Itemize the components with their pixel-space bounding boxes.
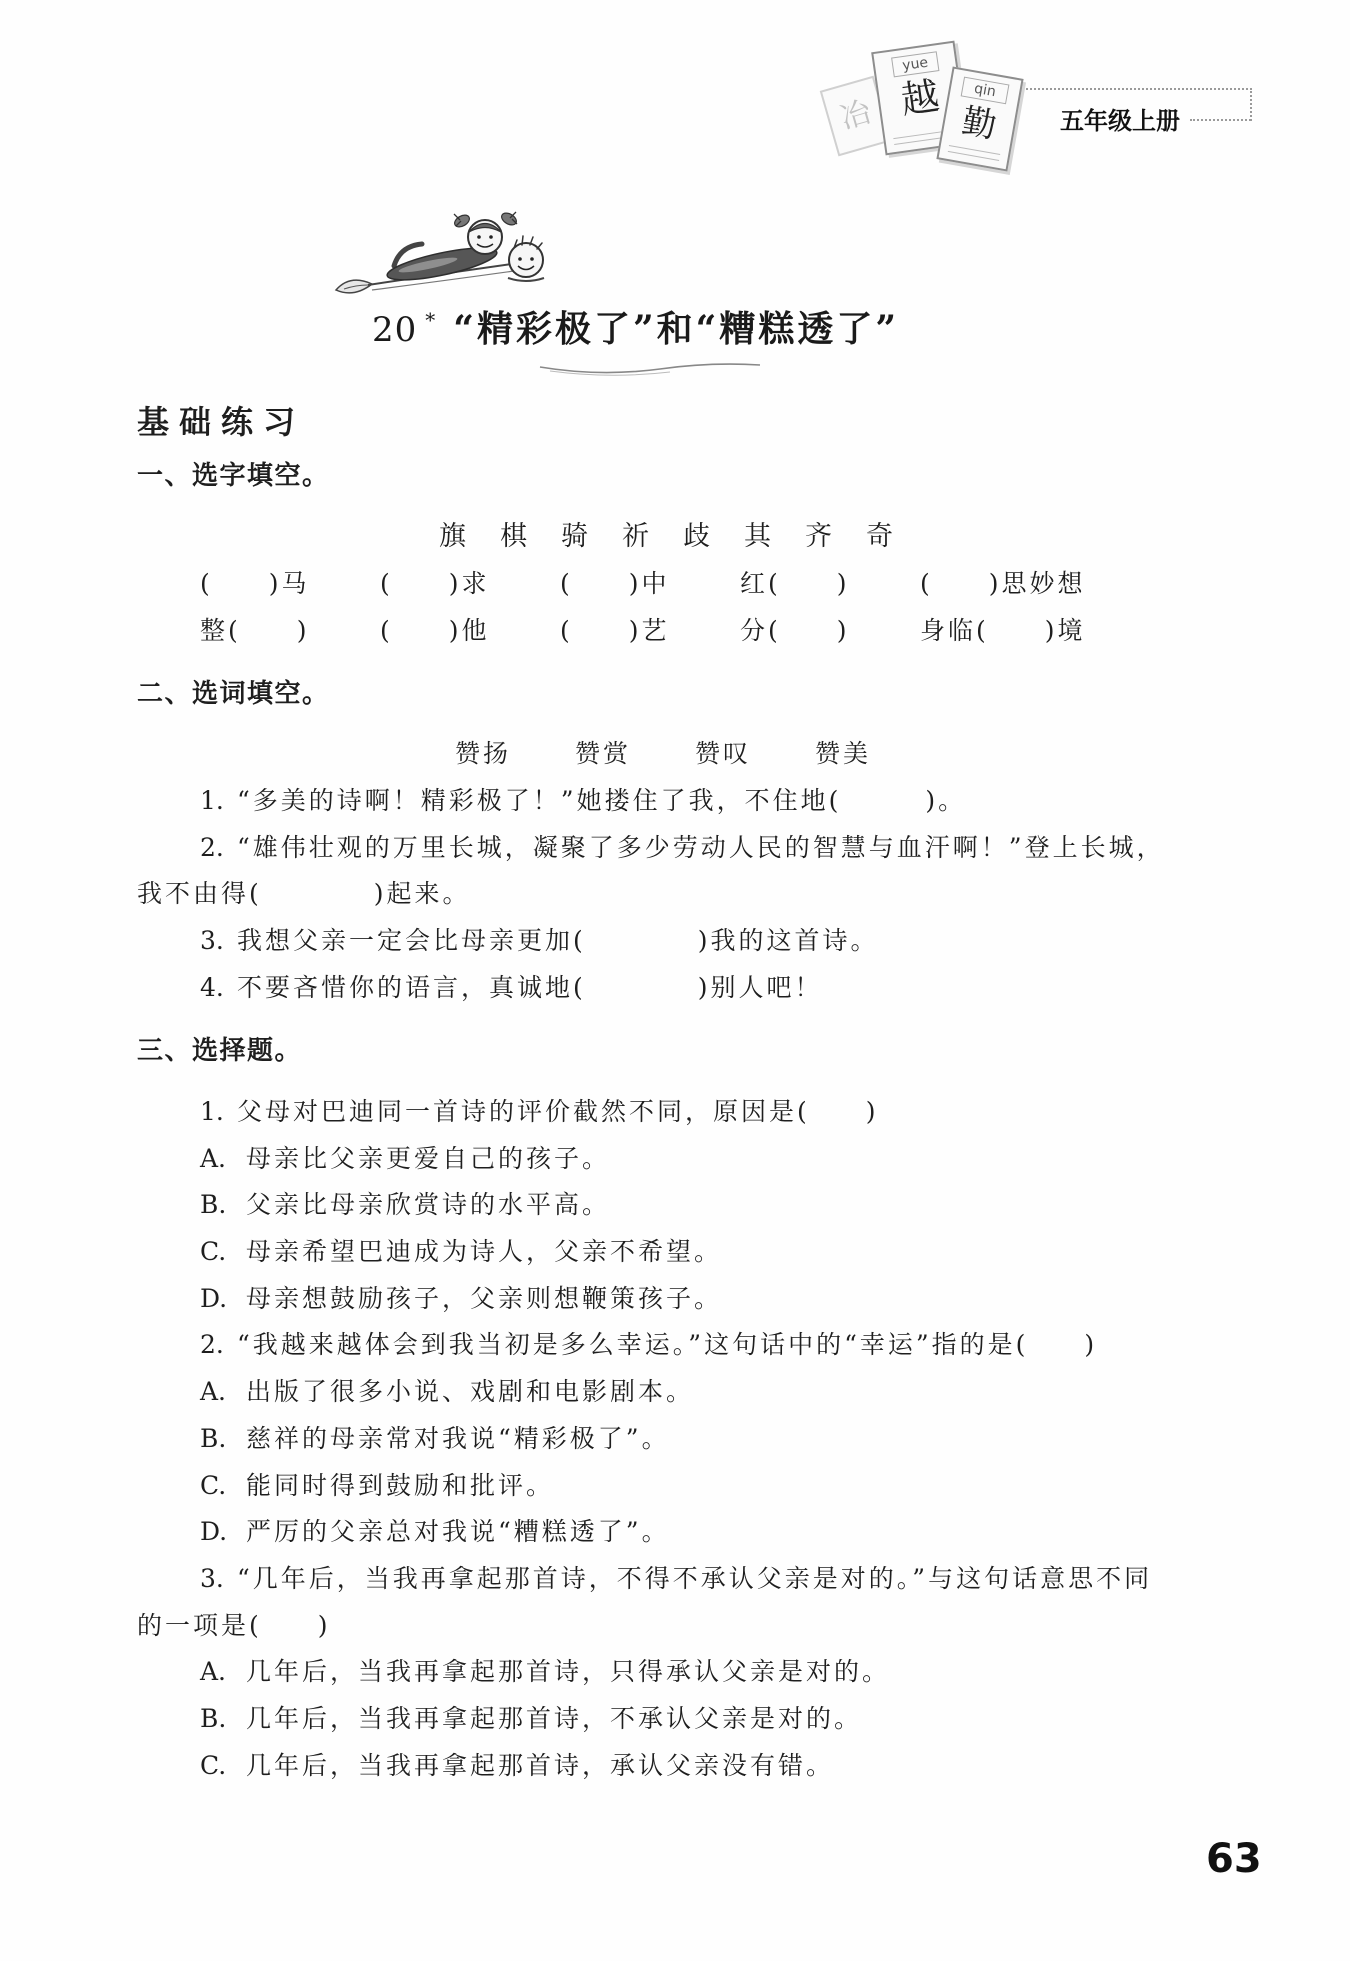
option-label: C. <box>200 1470 227 1500</box>
option-text: 几年后，当我再拿起那首诗，承认父亲没有错。 <box>246 1750 835 1780</box>
fill-in-blank-item: ( )他 <box>380 616 490 645</box>
fill-in-blank-item: 身临( )境 <box>920 616 1086 645</box>
item-text: 不要吝惜你的语言，真诚地( )别人吧！ <box>237 972 823 1002</box>
item-number: 1. <box>200 786 224 815</box>
option-label: B. <box>200 1703 227 1733</box>
fill-in-blank-item: ( )求 <box>380 569 490 598</box>
page-number: 63 <box>1206 1836 1262 1882</box>
question-text: “我越来越体会到我当初是多么幸运。”这句话中的“幸运”指的是( ) <box>237 1330 1098 1360</box>
fill-in-blank-item: 红( ) <box>740 569 850 598</box>
lesson-number: 20 <box>372 310 418 350</box>
word-choice: 赞赏 <box>574 739 631 768</box>
series-card-char: 越 <box>898 73 942 123</box>
option-label: A. <box>200 1377 227 1407</box>
item-text: 我不由得( )起来。 <box>137 879 471 909</box>
option-text: 几年后，当我再拿起那首诗，不承认父亲是对的。 <box>246 1703 863 1733</box>
question-stem <box>137 1556 1227 1603</box>
character-choice: 棋 <box>500 521 527 552</box>
word-fill-items <box>137 778 1227 1011</box>
character-choice: 齐 <box>805 521 832 552</box>
option-text: 出版了很多小说、戏剧和电影剧本。 <box>246 1377 695 1407</box>
series-card-3 <box>936 66 1023 171</box>
option-text: 母亲希望巴迪成为诗人，父亲不希望。 <box>246 1237 723 1267</box>
word-choice: 赞叹 <box>694 739 751 768</box>
character-choice: 其 <box>744 521 771 552</box>
fill-in-row-1 <box>200 560 1100 607</box>
section-heading: 基础练习 <box>137 403 306 441</box>
fill-in-blank-item: 分( ) <box>740 616 850 645</box>
question-number: 1. <box>200 1097 224 1126</box>
grade-label: 五年级上册 <box>1060 107 1180 135</box>
answer-option <box>137 1463 1227 1510</box>
answer-option <box>137 1276 1227 1323</box>
list-item <box>137 965 1227 1012</box>
question-text: 父母对巴迪同一首诗的评价截然不同，原因是( ) <box>237 1097 879 1126</box>
option-label: A. <box>200 1657 227 1687</box>
list-item <box>137 918 1227 965</box>
fill-in-blank-item: 整( ) <box>200 616 310 645</box>
list-item <box>137 825 1227 872</box>
option-text: 几年后，当我再拿起那首诗，只得承认父亲是对的。 <box>246 1657 891 1687</box>
item-text: “雄伟壮观的万里长城，凝聚了多少劳动人民的智慧与血汗啊！”登上长城， <box>237 832 1165 862</box>
option-label: C. <box>200 1237 227 1267</box>
option-text: 能同时得到鼓励和批评。 <box>246 1470 555 1500</box>
answer-option <box>137 1136 1227 1183</box>
question-number: 2. <box>200 1330 224 1360</box>
series-card-pinyin: qin <box>961 77 1010 105</box>
option-text: 母亲比父亲更爱自己的孩子。 <box>246 1143 611 1173</box>
title-underline-flourish <box>520 345 780 385</box>
answer-option <box>137 1229 1227 1276</box>
character-choice: 旗 <box>439 521 466 552</box>
multiple-choice-questions <box>137 1089 1227 1789</box>
character-choice: 歧 <box>683 521 710 552</box>
answer-option <box>137 1696 1227 1743</box>
question-number: 3. <box>200 1563 224 1593</box>
title-illustration <box>330 190 750 310</box>
character-choice: 骑 <box>561 521 588 552</box>
fill-in-row-2 <box>200 607 1100 654</box>
list-item-continuation <box>137 871 1227 918</box>
header-dotted-rule <box>1190 119 1251 121</box>
answer-option <box>137 1743 1227 1790</box>
series-card-pinyin: yue <box>891 51 939 77</box>
answer-option <box>137 1509 1227 1556</box>
fill-in-blank-item: ( )中 <box>560 569 670 598</box>
item-number: 2. <box>200 832 224 862</box>
optional-lesson-mark: * <box>425 308 436 332</box>
list-item <box>137 778 1227 825</box>
fill-in-blank-item: ( )思妙想 <box>920 569 1086 598</box>
item-number: 3. <box>200 926 224 956</box>
item-text: 我想父亲一定会比母亲更加( )我的这首诗。 <box>237 926 879 956</box>
item-text: “多美的诗啊！精彩极了！”她搂住了我，不住地( )。 <box>237 786 967 815</box>
series-card-char: 冶 <box>836 94 876 137</box>
character-choice: 祈 <box>622 521 649 552</box>
series-card-char: 勤 <box>958 101 1000 147</box>
question-text: “几年后，当我再拿起那首诗，不得不承认父亲是对的。”与这句话意思不同 <box>237 1563 1153 1593</box>
answer-option <box>137 1416 1227 1463</box>
answer-option <box>137 1369 1227 1416</box>
option-label: D. <box>200 1517 228 1547</box>
answer-option <box>137 1649 1227 1696</box>
option-label: C. <box>200 1750 227 1780</box>
question-stem <box>137 1089 1227 1136</box>
part3-heading: 三、选择题。 <box>137 1036 303 1066</box>
option-text: 父亲比母亲欣赏诗的水平高。 <box>246 1190 611 1220</box>
option-label: A. <box>200 1143 227 1173</box>
part2-heading: 二、选词填空。 <box>137 679 330 709</box>
word-choices <box>423 738 903 770</box>
part1-heading: 一、选字填空。 <box>137 461 330 491</box>
lesson-title-text: “精彩极了”和“糟糕透了” <box>453 308 900 350</box>
word-choice: 赞美 <box>814 739 871 768</box>
character-choices <box>422 521 910 553</box>
fill-in-blank-item: ( )马 <box>200 569 310 598</box>
fill-in-blank-item: ( )艺 <box>560 616 670 645</box>
character-choice: 奇 <box>866 521 893 552</box>
option-text: 慈祥的母亲常对我说“精彩极了”。 <box>246 1423 670 1453</box>
option-label: D. <box>200 1283 228 1313</box>
option-text: 母亲想鼓励孩子，父亲则想鞭策孩子。 <box>246 1283 723 1313</box>
option-label: B. <box>200 1190 227 1220</box>
word-choice: 赞扬 <box>454 739 511 768</box>
option-label: B. <box>200 1423 227 1453</box>
question-text: 的一项是( ) <box>137 1610 331 1640</box>
answer-option <box>137 1182 1227 1229</box>
question-stem <box>137 1322 1227 1369</box>
item-number: 4. <box>200 972 224 1002</box>
option-text: 严厉的父亲总对我说“糟糕透了”。 <box>246 1517 670 1547</box>
question-stem-continuation <box>137 1603 1227 1650</box>
